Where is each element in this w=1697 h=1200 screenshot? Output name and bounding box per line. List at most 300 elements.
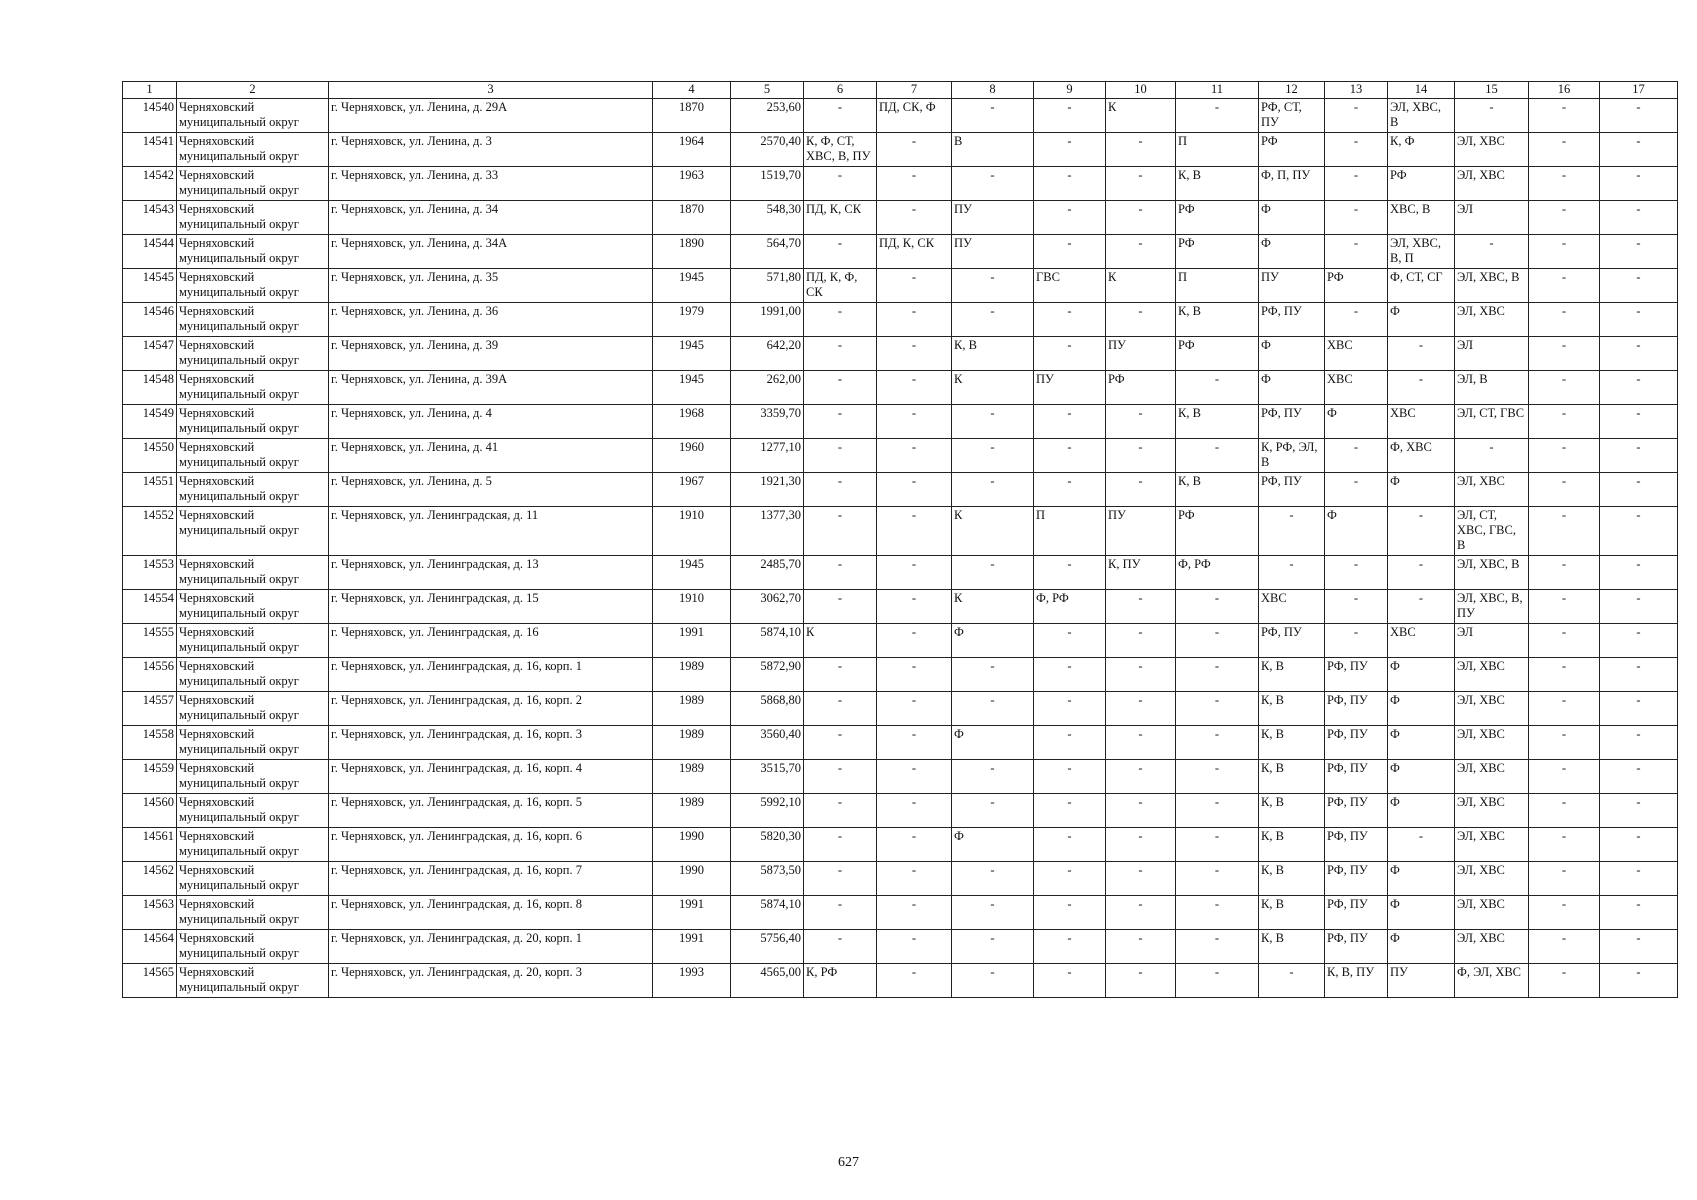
table-cell-col-4: 1910 (653, 507, 731, 556)
table-cell-col-6: ПД, К, СК (804, 201, 877, 235)
table-cell-col-13: РФ, ПУ (1325, 794, 1388, 828)
table-cell-col-14: ПУ (1388, 964, 1455, 998)
table-cell-col-7: - (877, 507, 952, 556)
table-cell-col-14: - (1388, 828, 1455, 862)
table-cell-col-14: Ф (1388, 896, 1455, 930)
table-cell-col-9: - (1034, 726, 1106, 760)
table-cell-col-7: - (877, 828, 952, 862)
table-cell-col-10: - (1106, 964, 1176, 998)
table-cell-col-7: - (877, 133, 952, 167)
table-cell-col-4: 1990 (653, 862, 731, 896)
table-cell-col-3: г. Черняховск, ул. Ленинградская, д. 15 (329, 590, 653, 624)
table-cell-col-3: г. Черняховск, ул. Ленина, д. 39А (329, 371, 653, 405)
column-header-14: 14 (1388, 82, 1455, 99)
table-cell-col-6: - (804, 405, 877, 439)
table-cell-col-4: 1991 (653, 624, 731, 658)
table-cell-col-9: - (1034, 930, 1106, 964)
page-number: 627 (838, 1155, 859, 1170)
table-cell-col-11: - (1176, 590, 1259, 624)
table-cell-col-14: Ф (1388, 658, 1455, 692)
table-cell-col-4: 1870 (653, 201, 731, 235)
table-cell-col-13: - (1325, 556, 1388, 590)
table-cell-col-13: - (1325, 99, 1388, 133)
table-cell-col-11: РФ (1176, 235, 1259, 269)
table-cell-col-17: - (1600, 862, 1678, 896)
table-cell-col-4: 1989 (653, 692, 731, 726)
table-cell-col-3: г. Черняховск, ул. Ленина, д. 36 (329, 303, 653, 337)
table-cell-col-7: - (877, 590, 952, 624)
table-cell-col-3: г. Черняховск, ул. Ленина, д. 4 (329, 405, 653, 439)
table-cell-col-12: Ф (1259, 371, 1325, 405)
header-row (123, 82, 1678, 99)
table-cell-col-12: К, В (1259, 760, 1325, 794)
table-cell-col-17: - (1600, 624, 1678, 658)
table-cell-col-16: - (1529, 133, 1600, 167)
table-cell-col-8: Ф (952, 828, 1034, 862)
table-cell-col-12: Ф (1259, 201, 1325, 235)
table-cell-col-12: К, В (1259, 658, 1325, 692)
table-cell-col-9: - (1034, 964, 1106, 998)
table-cell-col-13: - (1325, 473, 1388, 507)
table-cell-col-17: - (1600, 507, 1678, 556)
table-cell-col-5: 2485,70 (731, 556, 804, 590)
table-cell-col-14: Ф (1388, 862, 1455, 896)
table-cell-col-9: - (1034, 337, 1106, 371)
table-cell-col-13: Ф (1325, 507, 1388, 556)
table-cell-col-3: г. Черняховск, ул. Ленинградская, д. 13 (329, 556, 653, 590)
table-cell-col-15: ЭЛ, ХВС, В (1455, 269, 1529, 303)
column-header-6: 6 (804, 82, 877, 99)
table-cell-col-16: - (1529, 896, 1600, 930)
table-cell-col-7: - (877, 167, 952, 201)
table-cell-col-5: 5874,10 (731, 624, 804, 658)
table-row (123, 405, 1678, 439)
table-cell-col-3: г. Черняховск, ул. Ленинградская, д. 16, корп. 8 (329, 896, 653, 930)
table-cell-col-6: - (804, 303, 877, 337)
table-cell-col-16: - (1529, 303, 1600, 337)
table-cell-col-9: - (1034, 473, 1106, 507)
table-cell-col-13: РФ, ПУ (1325, 862, 1388, 896)
table-cell-col-17: - (1600, 337, 1678, 371)
table-cell-col-15: ЭЛ, ХВС (1455, 726, 1529, 760)
table-cell-col-12: К, В (1259, 794, 1325, 828)
column-header-16: 16 (1529, 82, 1600, 99)
table-cell-col-10: - (1106, 862, 1176, 896)
table-cell-col-1: 14558 (123, 726, 177, 760)
table-cell-col-1: 14553 (123, 556, 177, 590)
table-cell-col-15: - (1455, 439, 1529, 473)
table-cell-col-5: 2570,40 (731, 133, 804, 167)
table-cell-col-17: - (1600, 167, 1678, 201)
table-cell-col-8: - (952, 269, 1034, 303)
table-row (123, 964, 1678, 998)
table-cell-col-14: Ф (1388, 760, 1455, 794)
table-cell-col-13: - (1325, 624, 1388, 658)
table-cell-col-9: П (1034, 507, 1106, 556)
table-cell-col-4: 1945 (653, 269, 731, 303)
table-cell-col-8: - (952, 862, 1034, 896)
table-cell-col-17: - (1600, 371, 1678, 405)
table-row (123, 473, 1678, 507)
table-cell-col-11: К, В (1176, 405, 1259, 439)
table-row (123, 371, 1678, 405)
table-cell-col-14: Ф (1388, 303, 1455, 337)
table-cell-col-17: - (1600, 726, 1678, 760)
table-cell-col-13: РФ, ПУ (1325, 828, 1388, 862)
table-row (123, 439, 1678, 473)
table-cell-col-10: - (1106, 896, 1176, 930)
table-cell-col-6: - (804, 794, 877, 828)
table-cell-col-10: - (1106, 303, 1176, 337)
table-cell-col-11: - (1176, 726, 1259, 760)
table-cell-col-8: К (952, 590, 1034, 624)
table-cell-col-12: К, В (1259, 828, 1325, 862)
table-cell-col-11: П (1176, 269, 1259, 303)
table-row (123, 556, 1678, 590)
table-cell-col-10: - (1106, 473, 1176, 507)
table-cell-col-7: - (877, 269, 952, 303)
table-row (123, 930, 1678, 964)
table-cell-col-15: ЭЛ, ХВС (1455, 794, 1529, 828)
table-cell-col-1: 14545 (123, 269, 177, 303)
table-cell-col-16: - (1529, 405, 1600, 439)
table-cell-col-16: - (1529, 507, 1600, 556)
table-cell-col-11: РФ (1176, 337, 1259, 371)
table-cell-col-14: - (1388, 556, 1455, 590)
table-cell-col-15: ЭЛ, ХВС (1455, 930, 1529, 964)
table-cell-col-2: Черняховский муниципальный округ (177, 201, 329, 235)
table-cell-col-2: Черняховский муниципальный округ (177, 964, 329, 998)
table-cell-col-1: 14546 (123, 303, 177, 337)
table-cell-col-16: - (1529, 930, 1600, 964)
table-cell-col-12: К, В (1259, 862, 1325, 896)
table-cell-col-12: К, В (1259, 726, 1325, 760)
table-cell-col-11: - (1176, 371, 1259, 405)
table-cell-col-5: 3515,70 (731, 760, 804, 794)
table-cell-col-12: РФ, ПУ (1259, 405, 1325, 439)
table-cell-col-4: 1963 (653, 167, 731, 201)
table-cell-col-4: 1945 (653, 556, 731, 590)
table-cell-col-2: Черняховский муниципальный округ (177, 760, 329, 794)
table-cell-col-6: - (804, 828, 877, 862)
data-table (122, 81, 1678, 998)
table-cell-col-13: - (1325, 167, 1388, 201)
table-cell-col-17: - (1600, 828, 1678, 862)
table-cell-col-17: - (1600, 794, 1678, 828)
column-header-5: 5 (731, 82, 804, 99)
table-cell-col-3: г. Черняховск, ул. Ленинградская, д. 20, корп. 3 (329, 964, 653, 998)
table-cell-col-3: г. Черняховск, ул. Ленина, д. 29А (329, 99, 653, 133)
table-cell-col-12: К, В (1259, 896, 1325, 930)
table-cell-col-11: - (1176, 624, 1259, 658)
table-cell-col-17: - (1600, 964, 1678, 998)
table-cell-col-10: - (1106, 828, 1176, 862)
table-cell-col-7: ПД, К, СК (877, 235, 952, 269)
table-cell-col-5: 3062,70 (731, 590, 804, 624)
table-cell-col-6: - (804, 337, 877, 371)
table-cell-col-12: ПУ (1259, 269, 1325, 303)
table-cell-col-11: - (1176, 862, 1259, 896)
table-cell-col-12: РФ, СТ, ПУ (1259, 99, 1325, 133)
table-cell-col-13: - (1325, 201, 1388, 235)
table-cell-col-11: - (1176, 439, 1259, 473)
table-cell-col-11: - (1176, 930, 1259, 964)
table-cell-col-7: - (877, 473, 952, 507)
table-cell-col-2: Черняховский муниципальный округ (177, 405, 329, 439)
table-cell-col-5: 1991,00 (731, 303, 804, 337)
table-cell-col-5: 253,60 (731, 99, 804, 133)
table-cell-col-1: 14549 (123, 405, 177, 439)
table-row (123, 828, 1678, 862)
table-cell-col-16: - (1529, 794, 1600, 828)
table-row (123, 133, 1678, 167)
table-cell-col-7: - (877, 930, 952, 964)
table-cell-col-14: - (1388, 371, 1455, 405)
table-cell-col-13: - (1325, 235, 1388, 269)
table-cell-col-2: Черняховский муниципальный округ (177, 133, 329, 167)
table-cell-col-3: г. Черняховск, ул. Ленинградская, д. 16 (329, 624, 653, 658)
table-cell-col-2: Черняховский муниципальный округ (177, 556, 329, 590)
table-row (123, 167, 1678, 201)
table-cell-col-9: - (1034, 133, 1106, 167)
table-cell-col-10: ПУ (1106, 337, 1176, 371)
table-cell-col-12: РФ (1259, 133, 1325, 167)
table-cell-col-1: 14559 (123, 760, 177, 794)
table-cell-col-8: Ф (952, 624, 1034, 658)
table-cell-col-17: - (1600, 235, 1678, 269)
table-cell-col-5: 262,00 (731, 371, 804, 405)
table-cell-col-5: 548,30 (731, 201, 804, 235)
table-cell-col-3: г. Черняховск, ул. Ленинградская, д. 16, корп. 7 (329, 862, 653, 896)
table-cell-col-16: - (1529, 828, 1600, 862)
table-cell-col-15: ЭЛ, ХВС (1455, 692, 1529, 726)
table-cell-col-9: - (1034, 896, 1106, 930)
table-cell-col-14: РФ (1388, 167, 1455, 201)
table-cell-col-3: г. Черняховск, ул. Ленина, д. 5 (329, 473, 653, 507)
table-row (123, 269, 1678, 303)
table-cell-col-4: 1910 (653, 590, 731, 624)
table-cell-col-1: 14564 (123, 930, 177, 964)
table-cell-col-8: К, В (952, 337, 1034, 371)
table-cell-col-4: 1960 (653, 439, 731, 473)
table-cell-col-8: Ф (952, 726, 1034, 760)
table-cell-col-5: 1921,30 (731, 473, 804, 507)
table-cell-col-6: - (804, 371, 877, 405)
table-cell-col-14: ЭЛ, ХВС, В (1388, 99, 1455, 133)
table-cell-col-16: - (1529, 99, 1600, 133)
table-cell-col-6: К (804, 624, 877, 658)
table-cell-col-17: - (1600, 439, 1678, 473)
table-cell-col-2: Черняховский муниципальный округ (177, 862, 329, 896)
table-cell-col-17: - (1600, 930, 1678, 964)
table-cell-col-12: - (1259, 964, 1325, 998)
table-cell-col-12: Ф, П, ПУ (1259, 167, 1325, 201)
table-cell-col-14: Ф (1388, 473, 1455, 507)
column-header-13: 13 (1325, 82, 1388, 99)
table-cell-col-10: - (1106, 590, 1176, 624)
table-cell-col-8: - (952, 930, 1034, 964)
table-cell-col-6: - (804, 760, 877, 794)
table-cell-col-10: - (1106, 405, 1176, 439)
table-cell-col-17: - (1600, 405, 1678, 439)
table-cell-col-3: г. Черняховск, ул. Ленинградская, д. 16, корп. 5 (329, 794, 653, 828)
table-cell-col-6: - (804, 692, 877, 726)
table-cell-col-1: 14540 (123, 99, 177, 133)
table-cell-col-9: - (1034, 167, 1106, 201)
table-row (123, 726, 1678, 760)
table-cell-col-9: - (1034, 201, 1106, 235)
table-cell-col-8: - (952, 556, 1034, 590)
table-cell-col-7: - (877, 303, 952, 337)
table-cell-col-11: - (1176, 896, 1259, 930)
table-cell-col-3: г. Черняховск, ул. Ленина, д. 35 (329, 269, 653, 303)
table-cell-col-12: Ф (1259, 235, 1325, 269)
table-cell-col-17: - (1600, 896, 1678, 930)
table-cell-col-10: - (1106, 726, 1176, 760)
table-cell-col-13: РФ, ПУ (1325, 726, 1388, 760)
table-cell-col-6: - (804, 590, 877, 624)
table-cell-col-5: 3560,40 (731, 726, 804, 760)
table-cell-col-15: ЭЛ, ХВС (1455, 760, 1529, 794)
table-cell-col-17: - (1600, 133, 1678, 167)
table-cell-col-13: РФ, ПУ (1325, 760, 1388, 794)
table-cell-col-13: ХВС (1325, 337, 1388, 371)
table-cell-col-8: К (952, 507, 1034, 556)
table-cell-col-11: П (1176, 133, 1259, 167)
table-cell-col-17: - (1600, 99, 1678, 133)
table-cell-col-11: - (1176, 658, 1259, 692)
table-cell-col-9: - (1034, 556, 1106, 590)
table-cell-col-6: - (804, 726, 877, 760)
table-cell-col-6: - (804, 556, 877, 590)
table-cell-col-3: г. Черняховск, ул. Ленинградская, д. 16, корп. 2 (329, 692, 653, 726)
table-cell-col-6: - (804, 99, 877, 133)
table-cell-col-11: РФ (1176, 507, 1259, 556)
table-cell-col-14: Ф (1388, 726, 1455, 760)
table-cell-col-2: Черняховский муниципальный округ (177, 624, 329, 658)
table-cell-col-10: - (1106, 167, 1176, 201)
table-cell-col-12: РФ, ПУ (1259, 624, 1325, 658)
table-cell-col-10: ПУ (1106, 507, 1176, 556)
table-row (123, 658, 1678, 692)
table-cell-col-8: - (952, 896, 1034, 930)
table-cell-col-17: - (1600, 201, 1678, 235)
table-cell-col-7: ПД, СК, Ф (877, 99, 952, 133)
table-cell-col-14: К, Ф (1388, 133, 1455, 167)
table-cell-col-9: - (1034, 862, 1106, 896)
table-cell-col-1: 14551 (123, 473, 177, 507)
table-cell-col-1: 14541 (123, 133, 177, 167)
table-cell-col-11: РФ (1176, 201, 1259, 235)
table-cell-col-9: - (1034, 760, 1106, 794)
table-cell-col-15: ЭЛ, ХВС (1455, 133, 1529, 167)
table-cell-col-10: - (1106, 692, 1176, 726)
table-cell-col-16: - (1529, 201, 1600, 235)
table-cell-col-7: - (877, 405, 952, 439)
table-cell-col-1: 14548 (123, 371, 177, 405)
table-row (123, 590, 1678, 624)
table-cell-col-16: - (1529, 556, 1600, 590)
table-cell-col-10: К, ПУ (1106, 556, 1176, 590)
table-cell-col-8: - (952, 405, 1034, 439)
table-cell-col-16: - (1529, 726, 1600, 760)
table-cell-col-17: - (1600, 760, 1678, 794)
table-cell-col-14: ХВС (1388, 405, 1455, 439)
table-cell-col-4: 1945 (653, 337, 731, 371)
table-cell-col-5: 1519,70 (731, 167, 804, 201)
column-header-11: 11 (1176, 82, 1259, 99)
table-cell-col-16: - (1529, 235, 1600, 269)
table-cell-col-9: - (1034, 692, 1106, 726)
table-cell-col-16: - (1529, 371, 1600, 405)
table-cell-col-2: Черняховский муниципальный округ (177, 167, 329, 201)
table-cell-col-8: - (952, 964, 1034, 998)
table-cell-col-7: - (877, 658, 952, 692)
table-cell-col-6: - (804, 896, 877, 930)
table-cell-col-14: Ф (1388, 794, 1455, 828)
table-cell-col-9: - (1034, 99, 1106, 133)
table-cell-col-2: Черняховский муниципальный округ (177, 692, 329, 726)
table-cell-col-2: Черняховский муниципальный округ (177, 896, 329, 930)
table-cell-col-6: К, РФ (804, 964, 877, 998)
table-cell-col-3: г. Черняховск, ул. Ленина, д. 41 (329, 439, 653, 473)
table-cell-col-5: 1277,10 (731, 439, 804, 473)
table-cell-col-11: - (1176, 99, 1259, 133)
table-cell-col-11: К, В (1176, 473, 1259, 507)
table-cell-col-14: - (1388, 337, 1455, 371)
table-cell-col-13: РФ, ПУ (1325, 658, 1388, 692)
table-cell-col-10: К (1106, 99, 1176, 133)
table-cell-col-3: г. Черняховск, ул. Ленинградская, д. 20, корп. 1 (329, 930, 653, 964)
table-cell-col-3: г. Черняховск, ул. Ленинградская, д. 16, корп. 6 (329, 828, 653, 862)
table-cell-col-11: - (1176, 964, 1259, 998)
table-cell-col-16: - (1529, 439, 1600, 473)
table-cell-col-7: - (877, 862, 952, 896)
table-cell-col-2: Черняховский муниципальный округ (177, 235, 329, 269)
column-header-8: 8 (952, 82, 1034, 99)
table-cell-col-2: Черняховский муниципальный округ (177, 930, 329, 964)
table-cell-col-10: - (1106, 930, 1176, 964)
table-cell-col-17: - (1600, 590, 1678, 624)
column-header-7: 7 (877, 82, 952, 99)
table-cell-col-3: г. Черняховск, ул. Ленинградская, д. 16, корп. 3 (329, 726, 653, 760)
table-cell-col-14: Ф, СТ, СГ (1388, 269, 1455, 303)
table-cell-col-4: 1967 (653, 473, 731, 507)
table-cell-col-10: - (1106, 624, 1176, 658)
column-header-3: 3 (329, 82, 653, 99)
table-cell-col-8: В (952, 133, 1034, 167)
table-cell-col-5: 564,70 (731, 235, 804, 269)
table-cell-col-2: Черняховский муниципальный округ (177, 99, 329, 133)
table-cell-col-6: - (804, 658, 877, 692)
table-cell-col-14: ЭЛ, ХВС, В, П (1388, 235, 1455, 269)
table-cell-col-5: 5992,10 (731, 794, 804, 828)
table-cell-col-9: ПУ (1034, 371, 1106, 405)
table-cell-col-15: Ф, ЭЛ, ХВС (1455, 964, 1529, 998)
table-cell-col-17: - (1600, 556, 1678, 590)
table-cell-col-1: 14552 (123, 507, 177, 556)
table-cell-col-7: - (877, 371, 952, 405)
table-cell-col-2: Черняховский муниципальный округ (177, 439, 329, 473)
table-row (123, 896, 1678, 930)
table-cell-col-16: - (1529, 167, 1600, 201)
table-cell-col-4: 1989 (653, 794, 731, 828)
table-cell-col-10: - (1106, 658, 1176, 692)
table-cell-col-12: К, РФ, ЭЛ, В (1259, 439, 1325, 473)
table-cell-col-13: К, В, ПУ (1325, 964, 1388, 998)
table-cell-col-5: 642,20 (731, 337, 804, 371)
table-cell-col-11: - (1176, 794, 1259, 828)
